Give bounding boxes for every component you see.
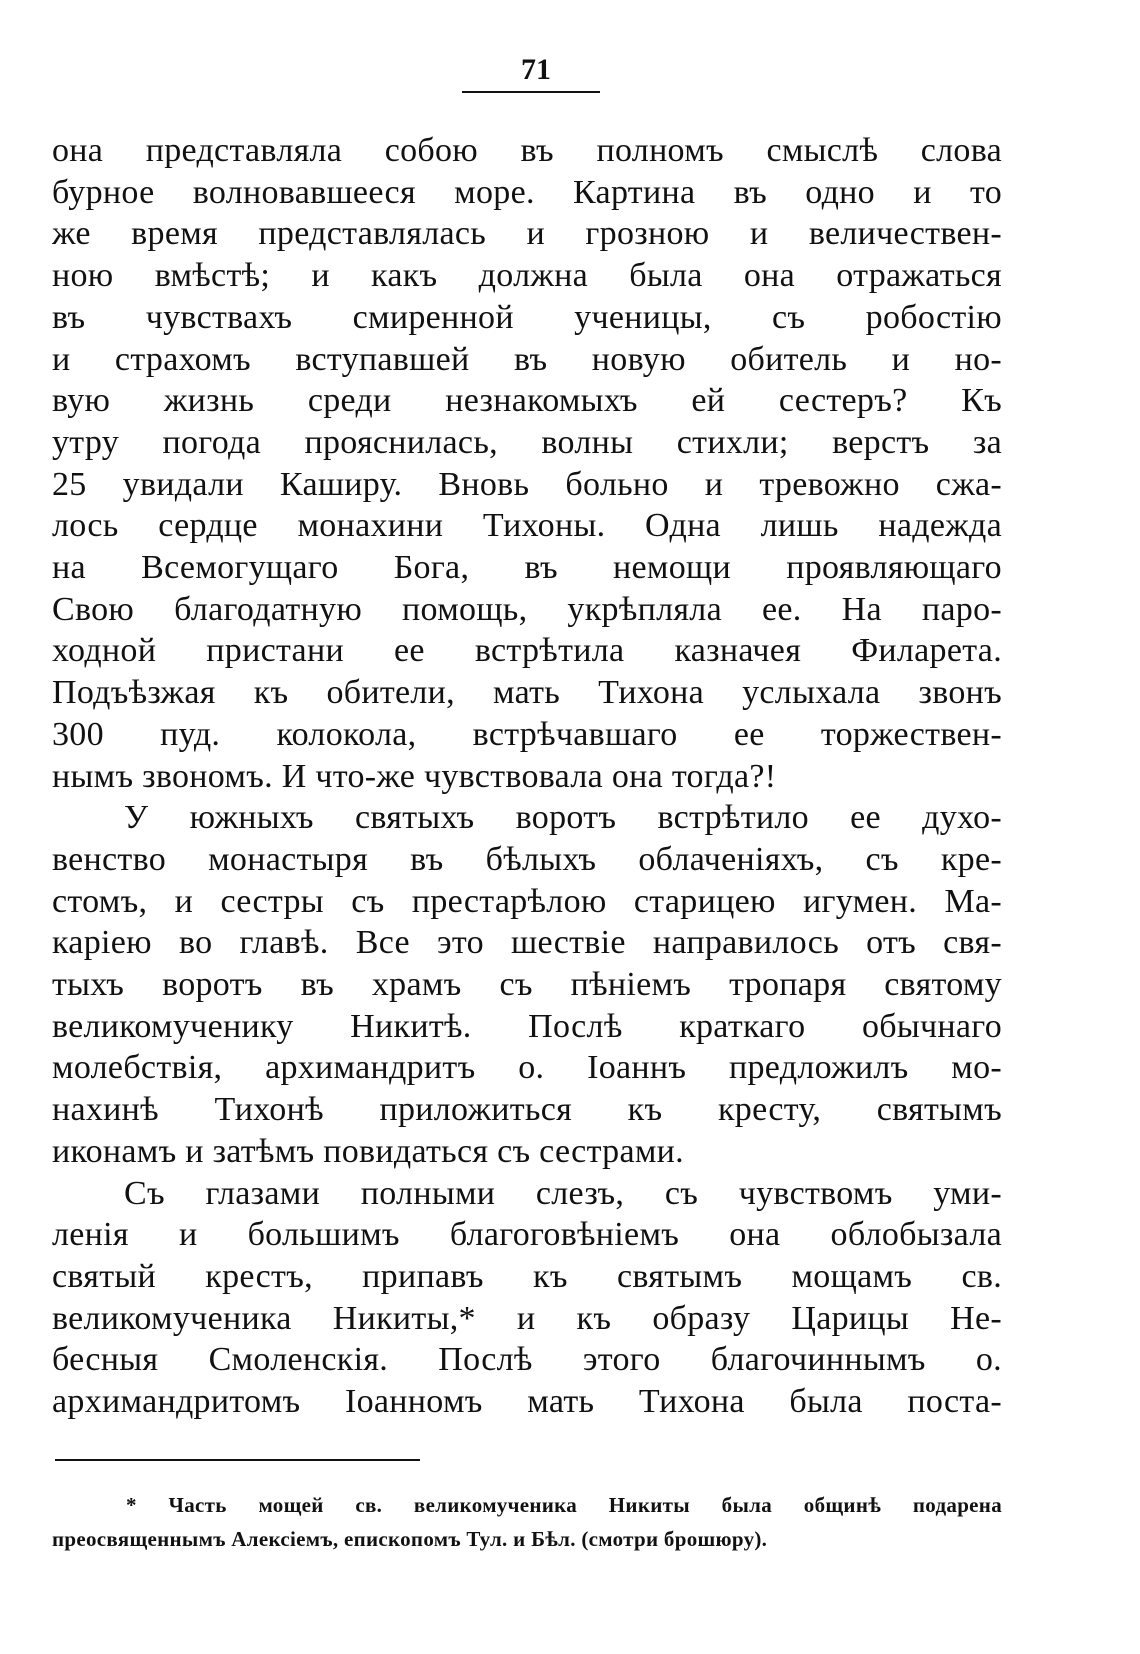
body-line: Съ глазами полными слезъ, съ чувствомъ уми- — [124, 1174, 1002, 1212]
page-number-rule — [462, 91, 600, 93]
body-line: же время представлялась и грозною и величествен- — [52, 215, 1002, 253]
body-line: Подъѣзжая къ обители, мать Тихона услыхала звонъ — [52, 674, 1002, 712]
body-line: ходной пристани ее встрѣтила казначея Филарета. — [52, 632, 1002, 670]
body-line: на Всемогущаго Бога, въ немощи проявляющаго — [52, 549, 1002, 587]
body-line: великомученику Никитѣ. Послѣ краткаго обычнаго — [52, 1007, 1002, 1045]
body-line: венство монастыря въ бѣлыхъ облаченіяхъ, съ кре- — [52, 840, 1002, 878]
body-line: Свою благодатную помощь, укрѣпляла ее. На паро- — [52, 590, 1002, 628]
body-line: въ чувствахъ смиренной ученицы, съ робостію — [52, 298, 1002, 336]
body-line: она представляла собою въ полномъ смыслѣ слова — [52, 132, 1002, 169]
body-line: святый крестъ, припавъ къ святымъ мощамъ св. — [52, 1257, 1002, 1295]
body-line: нымъ звономъ. И что-же чувствовала она тогда?! — [52, 757, 777, 795]
body-line: ленія и большимъ благоговѣніемъ она облобызала — [52, 1216, 1002, 1254]
footnote-line: преосвященнымъ Алексіемъ, епископомъ Тул. и Бѣл. (смотри брошюру). — [52, 1527, 768, 1551]
body-line: каріею во главѣ. Все это шествіе направилось отъ свя- — [52, 924, 1002, 962]
body-line: и страхомъ вступавшей въ новую обитель и но- — [52, 340, 1002, 378]
body-line: 25 увидали Каширу. Вновь больно и тревожно сжа- — [52, 465, 1002, 503]
body-line: архимандритомъ Іоанномъ мать Тихона была поста- — [52, 1383, 1002, 1421]
footnote-line: * Часть мощей св. великомученика Никиты была общинѣ подарена — [126, 1493, 1002, 1517]
body-line: утру погода прояснилась, волны стихли; верстъ за — [52, 423, 1002, 461]
body-line: лось сердце монахини Тихоны. Одна лишь надежда — [52, 507, 1002, 545]
body-text — [52, 130, 1002, 1423]
body-line: иконамъ и затѣмъ повидаться съ сестрами. — [52, 1132, 684, 1170]
body-line: бурное волновавшееся море. Картина въ одно и то — [52, 173, 1002, 211]
body-line: бесныя Смоленскія. Послѣ этого благочиннымъ о. — [52, 1341, 1002, 1379]
body-line: ною вмѣстѣ; и какъ должна была она отражаться — [52, 257, 1002, 295]
body-line: стомъ, и сестры съ престарѣлою старицею игумен. Ма- — [52, 882, 1002, 920]
page-number: 71 — [521, 53, 551, 86]
body-line: тыхъ воротъ въ храмъ съ пѣніемъ тропаря святому — [52, 966, 1002, 1004]
body-line: У южныхъ святыхъ воротъ встрѣтило ее духо- — [124, 799, 1002, 837]
body-line: нахинѣ Тихонѣ приложиться къ кресту, святымъ — [52, 1091, 1002, 1129]
body-line: молебствія, архимандритъ о. Іоаннъ предложилъ мо- — [52, 1049, 1002, 1087]
body-line: вую жизнь среди незнакомыхъ ей сестеръ? Къ — [52, 382, 1002, 420]
footnote — [52, 1488, 1002, 1556]
body-line: 300 пуд. колокола, встрѣчавшаго ее торжествен- — [52, 715, 1002, 753]
body-line: великомученика Никиты,* и къ образу Царицы Не- — [52, 1299, 1002, 1337]
footnote-rule — [55, 1459, 420, 1461]
